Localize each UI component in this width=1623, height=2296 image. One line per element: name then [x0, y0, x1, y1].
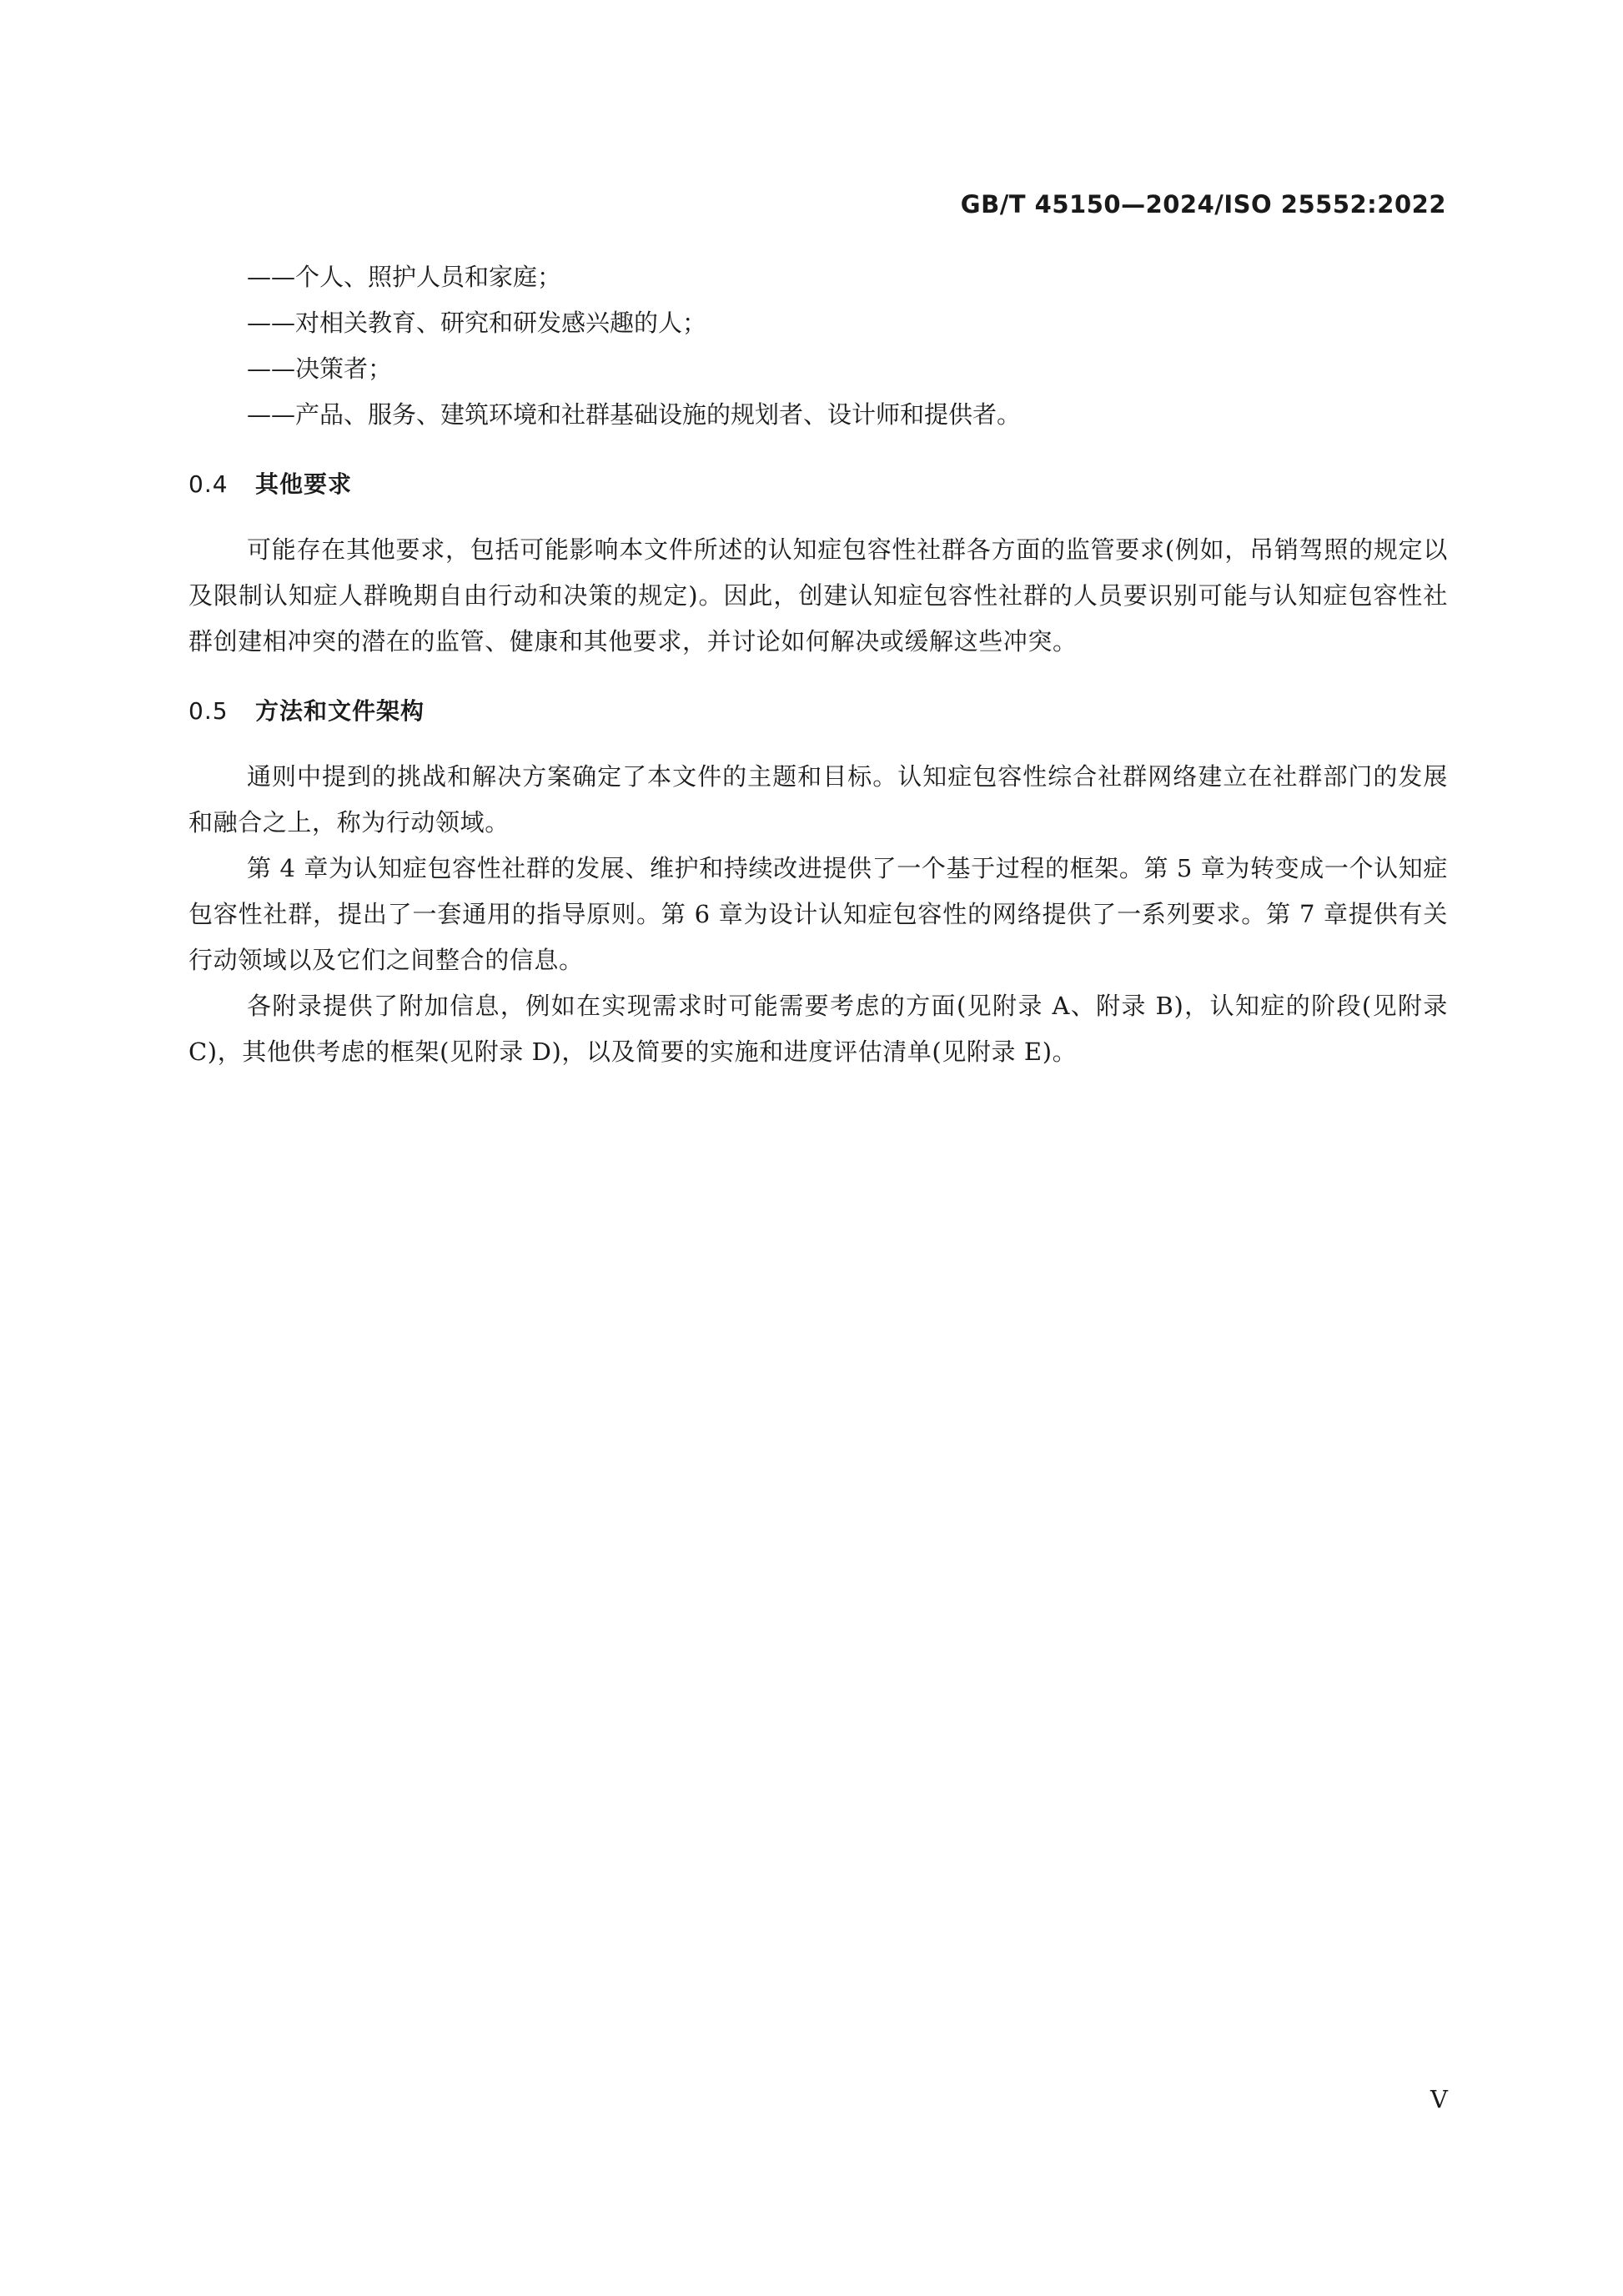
paragraph: 通则中提到的挑战和解决方案确定了本文件的主题和目标。认知症包容性综合社群网络建立在社群部门的发展和融合之上，称为行动领域。: [188, 762, 1448, 837]
list-item: ——产品、服务、建筑环境和社群基础设施的规划者、设计师和提供者。: [247, 400, 1022, 429]
list-item: ——决策者；: [247, 354, 393, 383]
section-title: 其他要求: [255, 470, 353, 498]
page-number: V: [1430, 2085, 1448, 2113]
section-number: 0.4: [188, 470, 229, 498]
section-title: 方法和文件架构: [255, 697, 425, 725]
list-item: ——对相关教育、研究和研发感兴趣的人；: [247, 309, 707, 337]
standard-code: GB/T 45150—2024/ISO 25552:2022: [960, 190, 1446, 219]
paragraph: 第 4 章为认知症包容性社群的发展、维护和持续改进提供了一个基于过程的框架。第 5 章为转变成一个认知症包容性社群，提出了一套通用的指导原则。第 6 章为设计认知症包容性的网络提供了一系列要求。第 7 章提供有关行动领域以及它们之间整合的信息。: [188, 854, 1448, 974]
paragraph: 各附录提供了附加信息，例如在实现需求时可能需要考虑的方面(见附录 A、附录 B)，认知症的阶段(见附录 C)，其他供考虑的框架(见附录 D)，以及简要的实施和进度评估清单(见附录 E)。: [188, 992, 1448, 1066]
intro-list: [188, 254, 1448, 438]
document-body: [188, 254, 1448, 1075]
paragraph: 可能存在其他要求，包括可能影响本文件所述的认知症包容性社群各方面的监管要求(例如，吊销驾照的规定以及限制认知症人群晚期自由行动和决策的规定)。因此，创建认知症包容性社群的人员要识别可能与认知症包容性社群创建相冲突的潜在的监管、健康和其他要求，并讨论如何解决或缓解这些冲突。: [188, 535, 1448, 656]
section-number: 0.5: [188, 697, 229, 725]
section-heading-0-5: [188, 688, 1448, 734]
list-item: ——个人、照护人员和家庭；: [247, 263, 562, 291]
section-heading-0-4: [188, 461, 1448, 507]
